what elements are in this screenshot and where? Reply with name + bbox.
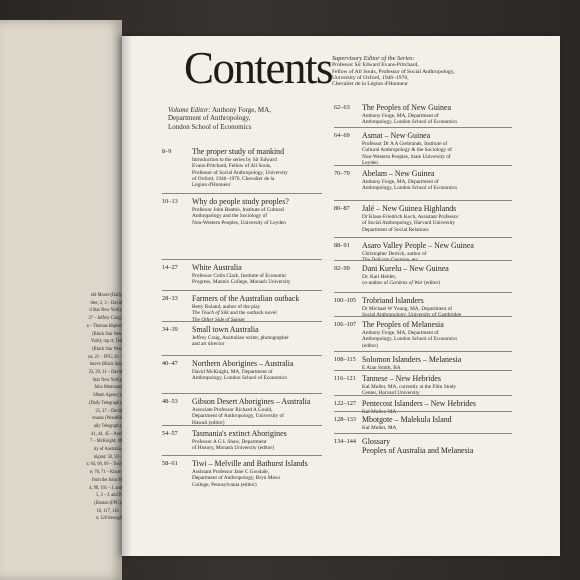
volume-editor-dept: Department of Anthropology,	[168, 114, 251, 123]
volume-editor-label: Volume Editor:	[168, 106, 211, 114]
toc-divider	[162, 425, 322, 426]
toc-description-line: Dr. Karl Heider,	[362, 274, 397, 280]
toc-divider	[334, 165, 512, 166]
credit-line: 4, 98, 101 – J. and	[89, 484, 122, 491]
toc-description-line: Anthropology, London School of Economics	[362, 185, 458, 192]
supervisory-line: University of Oxford, 1946–1970,	[332, 74, 409, 81]
credit-line: s; 120 through	[96, 515, 122, 522]
toc-description-line: E Alan Smith, BA	[362, 365, 401, 371]
toc-description-line: Anthony Forge, MA, Department of	[362, 330, 439, 336]
toc-divider	[334, 200, 512, 201]
toc-title: Small town Australia	[192, 325, 259, 334]
toc-title: Jalé – New Guinea Highlands	[362, 204, 457, 213]
toc-description-line: Dr Klaus-Friedrich Koch, Assistant Professor	[362, 214, 459, 220]
credit-line: hoove (Black Star	[89, 361, 122, 368]
toc-description-line: Anthropology, London School of Economics	[362, 336, 458, 343]
toc-page-range: 40–47	[162, 360, 178, 367]
credit-line: ns; 21 – FPG; 26 –	[88, 353, 122, 360]
toc-title: The Peoples of New Guinea	[362, 103, 451, 112]
toc-divider	[162, 455, 322, 456]
toc-title: Asaro Valley People – New Guinea	[362, 241, 474, 250]
toc-divider	[334, 411, 512, 412]
supervisory-line: Fellow of All Souls, Professor of Social Anthropology,	[332, 68, 455, 75]
toc-description-line: Anthropology, London School of Economics	[192, 375, 288, 382]
toc-title: White Australia	[192, 263, 242, 272]
toc-description-line: Assistant Professor Jane C Goodale,	[192, 469, 269, 475]
credit-line: 23, 29, 31 – David	[88, 369, 122, 376]
toc-divider	[162, 321, 322, 322]
toc-description-line: Progress, Mannix College, Monash University	[192, 279, 291, 286]
toc-description-line: Anthropology and the Sociology of	[192, 213, 268, 220]
credit-line: 25, 37 – David	[95, 407, 122, 414]
toc-description-line: College, Pennsylvania (editor)	[192, 481, 257, 488]
toc-title: Dani Kurelu – New Guinea	[362, 264, 449, 273]
toc-title: Abelam – New Guinea	[362, 169, 435, 178]
toc-page-range: 14–27	[162, 264, 178, 271]
credit-line: (Black Star New	[92, 345, 122, 352]
toc-divider	[334, 260, 512, 261]
contents-page	[122, 36, 560, 556]
toc-description-line: Evans-Pritchard, Fellow of All Souls,	[192, 163, 272, 170]
credit-line: (Boston (FPG).	[94, 499, 122, 506]
toc-title: The Peoples of Melanesia	[362, 320, 444, 329]
toc-description-line: Anthony Forge, MA, Department of	[362, 113, 439, 119]
credit-line: ther; 2, 3 – David	[90, 299, 122, 306]
toc-description-line: Social Anthropology, University of Cambridge	[362, 312, 462, 319]
toc-description-line: Kal Muller, MA, currently at the Film Study	[362, 384, 457, 390]
toc-description-line: of History, Monash University (editor)	[192, 445, 274, 452]
toc-description-line: David McKnight, MA, Department of	[192, 369, 273, 375]
toc-divider	[334, 370, 512, 371]
toc-description-line: Betty Roland, author of the play	[192, 304, 261, 310]
toc-page-range: 54–57	[162, 430, 178, 437]
toc-description-line: Professor Colin Clark, Institute of Economic	[192, 273, 287, 279]
toc-description-line: Department of Social Relations	[362, 226, 429, 233]
toc-description-line: Kal Muller, MA	[362, 425, 397, 431]
toc-description-line: Professor John Beattie, Institute of Cultural	[192, 207, 285, 213]
volume-editor	[168, 106, 328, 131]
toc-description-line: Professor A G L Shaw, Department	[192, 439, 267, 445]
toc-title: Trobriand Islanders	[362, 296, 424, 305]
credit-line: eld Moore (Daily	[90, 292, 122, 298]
toc-description-line: The Delicate Creation, etc	[362, 257, 419, 264]
credit-line: York); top rt; Ted	[90, 338, 122, 345]
toc-description-line: Introduction to the series by Sir Edward	[192, 157, 277, 163]
toc-title: Farmers of the Australian outback	[192, 294, 300, 303]
toc-title: Tiwi – Melville and Bathurst Islands	[192, 459, 308, 468]
credit-line: enaras (Woodfin	[92, 415, 122, 422]
toc-page-range: 122–127	[334, 400, 357, 407]
toc-description-line: and art director	[192, 341, 225, 348]
toc-divider	[334, 237, 512, 238]
toc-divider	[334, 316, 512, 317]
toc-title: Gibson Desert Aborigines – Australia	[192, 397, 311, 406]
toc-divider	[162, 393, 322, 394]
toc-description-line: The Touch of Silk and the outback novel	[192, 310, 277, 317]
credit-line: a – Thomas Höpker	[86, 322, 122, 329]
toc-page-range: 62–63	[334, 104, 350, 111]
volume-editor-school: London School of Economics	[168, 122, 252, 131]
credit-line: aily Telegraph).	[93, 422, 122, 429]
credit-line: d Star New York);	[89, 307, 122, 314]
credit-line: 16, 117, 118 –	[96, 507, 122, 514]
supervisory-line: Professor Sir Edward Evans-Pritchard,	[332, 62, 419, 69]
toc-divider	[162, 259, 322, 260]
toc-description-line: Légion d'Honneur	[192, 182, 231, 189]
toc-page-range: 10–13	[162, 198, 178, 205]
toc-divider	[162, 290, 322, 291]
toc-page-range: 92–99	[334, 265, 350, 272]
toc-title: Glossary	[362, 437, 391, 446]
toc-description-line: Leyden	[362, 159, 378, 166]
credit-line: (Black Star New	[92, 330, 122, 337]
credit-line: 41, 44, 45 – Axel	[91, 430, 122, 437]
toc-divider	[162, 355, 322, 356]
toc-divider	[334, 395, 512, 396]
credit-line: Star New York);	[92, 376, 122, 383]
toc-description-line: co-author of Gardens of War (editor)	[362, 280, 441, 287]
toc-divider	[334, 351, 512, 352]
toc-description-line: Professor of Social Anthropology, University	[192, 169, 288, 176]
toc-description-line: Non-Western Peoples, University of Leyden	[192, 219, 286, 226]
toc-description-line: of Social Anthropology, Harvard University	[362, 220, 456, 227]
toc-divider	[334, 433, 512, 434]
toc-page-range: 116–121	[334, 375, 356, 382]
toc-divider	[334, 127, 512, 128]
toc-description-line: The Other Side of Sunset	[192, 316, 245, 323]
credit-line: (Daily Telegraph);	[88, 399, 122, 406]
toc-description-line: Christopher Derrick, author of	[362, 251, 427, 257]
credit-line: ity of Australia.	[94, 446, 122, 453]
toc-description-line: Non-Western Peoples, State University of	[362, 153, 451, 160]
toc-page-range: 128–133	[334, 416, 357, 423]
glossary-subtitle: Peoples of Australia and Melanesia	[362, 446, 474, 455]
toc-page-range: 28–33	[162, 295, 178, 302]
toc-page-range: 64–69	[334, 132, 350, 139]
credit-line: 7 – McKnight; 48	[90, 438, 122, 445]
facing-page	[0, 20, 122, 580]
toc-description-line: Professor Dr A A Gerbrands, Institute of	[362, 141, 448, 147]
credit-line: s; 64, 68, 69 – Tony	[86, 461, 122, 468]
toc-description-line: Department of Anthropology, Bryn Mawr	[192, 475, 281, 482]
toc-description-line: Dr Michael W Young, MA, Department of	[362, 306, 452, 312]
toc-title: Northern Aborigines – Australia	[192, 359, 294, 368]
toc-page-range: 34–39	[162, 326, 178, 333]
supervisory-label: Supervisory Editor of the Series:	[332, 55, 415, 62]
credit-line: 37 – Jeffrey Craig;	[88, 315, 122, 322]
toc-page-range: 106–107	[334, 321, 357, 328]
toc-title: Tasmania's extinct Aborigines	[192, 429, 287, 438]
page-spine-shadow	[122, 36, 132, 556]
credit-line: nigant; 58, 59 –	[93, 453, 122, 460]
supervisory-line: Chevalier de la Légion d'Honneur	[332, 81, 408, 88]
volume-editor-name: Anthony Forge, MA,	[210, 106, 271, 114]
toc-description-line: (editor)	[362, 342, 378, 349]
toc-page-range: 88–91	[334, 242, 350, 249]
toc-page-range: 80–87	[334, 205, 350, 212]
toc-title: The proper study of mankind	[192, 147, 285, 156]
toc-description-line: Anthropology, London School of Economics	[362, 119, 458, 126]
toc-page-range: 48–53	[162, 398, 178, 405]
toc-description-line: Jeffrey Craig, Australian writer, photographer	[192, 335, 289, 341]
toc-divider	[162, 193, 322, 194]
toc-description-line: Kal Muller, MA	[362, 409, 397, 415]
toc-page-range: 58–61	[162, 460, 178, 467]
credit-line: ldham Agency);	[93, 392, 122, 399]
toc-description-line: Center, Harvard University	[362, 390, 420, 397]
toc-title: Solomon Islanders – Melanesia	[362, 355, 462, 364]
page-title: Contents	[184, 43, 333, 93]
toc-title: Asmat – New Guinea	[362, 131, 431, 140]
toc-page-range: 108–115	[334, 356, 356, 363]
credit-line: e; 70, 71 – Klaus-	[90, 469, 122, 476]
toc-description-line: Associate Professor Richard A Gould,	[192, 407, 273, 413]
toc-description-line: Anthony Forge, MA, Department of	[362, 179, 439, 185]
toc-description-line: Cultural Anthropology & the Sociology of	[362, 147, 452, 154]
supervisory-editor	[332, 56, 512, 87]
photo-credits	[2, 292, 122, 523]
toc-page-range: 134–144	[334, 438, 357, 445]
toc-page-range: 70–79	[334, 170, 350, 177]
toc-page-range: 8–9	[162, 148, 172, 155]
toc-title: Pentecost Islanders – New Hebrides	[362, 399, 476, 408]
credit-line: 5, 2 – J. and P.	[96, 492, 122, 499]
credit-line: from the John M	[92, 476, 122, 483]
credit-line: John Marmaras	[94, 384, 122, 391]
toc-description-line: Department of Anthropology, University of	[192, 413, 284, 420]
toc-page-range: 100–105	[334, 297, 357, 304]
toc-description-line: of Oxford, 1946–1970, Chevalier de la	[192, 175, 275, 182]
toc-divider	[334, 292, 512, 293]
toc-title: Mbotgote – Malekula Island	[362, 415, 452, 424]
toc-description-line: Hawaii (editor)	[192, 419, 225, 426]
toc-title: Why do people study peoples?	[192, 197, 289, 206]
toc-title: Tannese – New Hebrides	[362, 374, 441, 383]
